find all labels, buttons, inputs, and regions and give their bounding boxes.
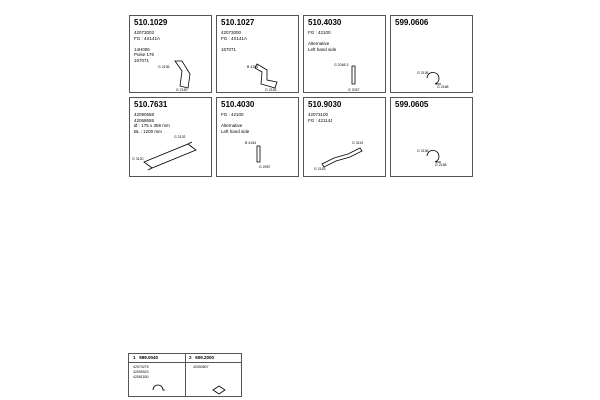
accessory-header: 1 599.0040 xyxy=(133,355,159,360)
part-label: G 2168 xyxy=(435,163,447,167)
part-info: FG : 42100 Alternative Left hand side xyxy=(308,30,337,52)
part-info: 42073100 FG : 42114J xyxy=(308,112,333,123)
part-label: G 2132 xyxy=(174,135,186,139)
part-label: G 3119 xyxy=(352,141,364,145)
clamp-drawing-icon xyxy=(391,98,474,178)
part-card[interactable] xyxy=(129,15,212,93)
clamp-drawing-icon xyxy=(391,16,474,94)
clamp-icon xyxy=(151,384,167,396)
part-card[interactable] xyxy=(303,15,386,93)
part-number: 599.0606 xyxy=(395,18,429,27)
part-label: G 2160 xyxy=(176,88,188,92)
part-info: FG : 42100 Alternative Left hand side xyxy=(221,112,250,134)
part-label: G 2168 xyxy=(437,85,449,89)
pipe-drawing-icon xyxy=(130,16,213,94)
part-label: G 2163 xyxy=(265,88,277,92)
part-card[interactable] xyxy=(216,15,299,93)
pipe-drawing-icon xyxy=(217,16,300,94)
part-info: 42073003 FG : 4X141A 14H006 Pulse 176 167071 xyxy=(134,30,161,63)
part-number: 599.0605 xyxy=(395,100,429,109)
part-info: 42090558 42068655 Ø : 175 x 359 mm BL : 1200 mm xyxy=(134,112,170,134)
accessory-lines: 42050807 xyxy=(193,365,209,369)
pipe-drawing-icon xyxy=(304,16,387,94)
part-number: 510.7631 xyxy=(134,100,168,109)
pipe-drawing-icon xyxy=(304,98,387,178)
part-number: 510.1027 xyxy=(221,18,255,27)
part-number: 510.9030 xyxy=(308,100,342,109)
part-number: 510.4030 xyxy=(308,18,342,27)
part-label: G 2136 xyxy=(417,149,429,153)
pipe-drawing-icon xyxy=(217,98,300,178)
part-card[interactable] xyxy=(129,97,212,177)
part-info: 42073000 FG : 4X141A 167071 xyxy=(221,30,248,52)
muffler-drawing-icon xyxy=(130,98,213,178)
part-card[interactable] xyxy=(390,15,473,93)
part-label: G 3120 xyxy=(132,157,144,161)
part-label: G 2057 xyxy=(348,88,360,92)
part-card[interactable] xyxy=(390,97,473,177)
accessory-table xyxy=(128,353,242,397)
gasket-icon xyxy=(211,384,227,396)
part-label: B 4154 xyxy=(245,141,257,145)
part-number: 510.1029 xyxy=(134,18,168,27)
part-label: G 2136 xyxy=(417,71,429,75)
accessory-header: 2 609.2000 xyxy=(189,355,215,360)
part-label: G 2048.3 xyxy=(334,63,349,67)
part-card[interactable] xyxy=(216,97,299,177)
part-label: G 2057 xyxy=(259,165,271,169)
accessory-lines: 42070275 42099023 42081530 xyxy=(133,365,149,379)
part-label: G 2163 xyxy=(314,167,326,171)
part-label: G 2136 xyxy=(158,65,170,69)
part-label: B 4154 xyxy=(247,65,259,69)
part-number: 510.4030 xyxy=(221,100,255,109)
part-card[interactable] xyxy=(303,97,386,177)
